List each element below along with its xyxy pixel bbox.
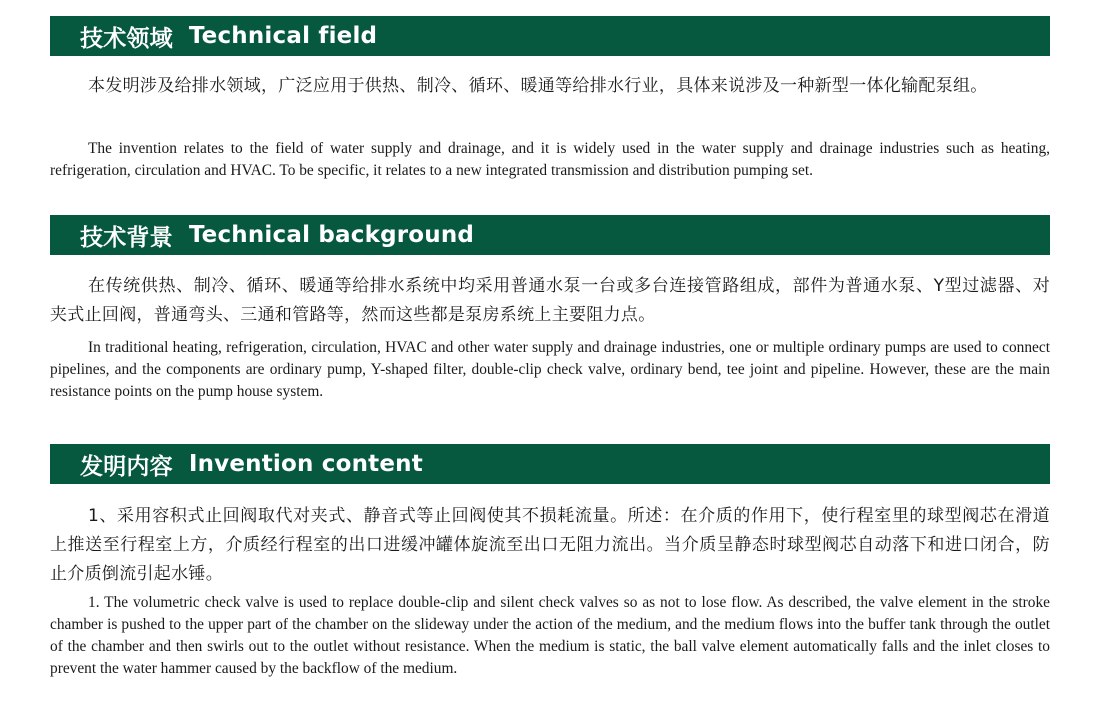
section-paragraph-en: 1. The volumetric check valve is used to replace double-clip and silent check valves so as not to lose flow. As described, the valve element in the stroke chamber is pushed to the upper part of the chamber on the slideway under the action of the medium, and the medium flows into the buffer tank through the outlet of the chamber and then swirls out to the outlet without resistance. When the medium is static, the ball valve element automatically falls and the inlet closes to prevent the water hammer caused by the backflow of the medium.: [50, 594, 1050, 677]
section-title-en: Technical field: [188, 23, 378, 49]
section-paragraph-zh: 本发明涉及给排水领域，广泛应用于供热、制冷、循环、暖通等给排水行业，具体来说涉及一种新型一体化输配泵组。: [88, 76, 988, 96]
section-paragraph-en: In traditional heating, refrigeration, circulation, HVAC and other water supply and drainage industries, one or multiple ordinary pumps are used to connect pipelines, and the components are ordinary pump, Y-shaped filter, double-clip check valve, ordinary bend, tee joint and pipeline. However, these are the main resistance points on the pump house system.: [50, 339, 1050, 400]
section-header-technical-background: [50, 215, 1050, 255]
section-header-invention-content: [50, 444, 1050, 484]
section-title-zh: 技术领域: [80, 25, 173, 52]
section-title-en: Invention content: [188, 451, 423, 477]
section-paragraph-zh: 在传统供热、制冷、循环、暖通等给排水系统中均采用普通水泵一台或多台连接管路组成，部件为普通水泵、Y型过滤器、对夹式止回阀，普通弯头、三通和管路等，然而这些都是泵房系统上主要阻力点。: [50, 276, 1050, 325]
section-paragraph-en: The invention relates to the field of water supply and drainage, and it is widely used in the water supply and drainage industries such as heating, refrigeration, circulation and HVAC. To be specific, it relates to a new integrated transmission and distribution pumping set.: [50, 140, 1050, 179]
section-paragraph-zh: 1、采用容积式止回阀取代对夹式、静音式等止回阀使其不损耗流量。所述：在介质的作用下，使行程室里的球型阀芯在滑道上推送至行程室上方，介质经行程室的出口进缓冲罐体旋流至出口无阻力流出。当介质呈静态时球型阀芯自动落下和进口闭合，防止介质倒流引起水锤。: [50, 506, 1050, 584]
section-title-zh: 发明内容: [80, 453, 173, 480]
section-title-en: Technical background: [188, 222, 475, 248]
section-title-zh: 技术背景: [80, 224, 173, 251]
section-header-technical-field: [50, 16, 1050, 56]
